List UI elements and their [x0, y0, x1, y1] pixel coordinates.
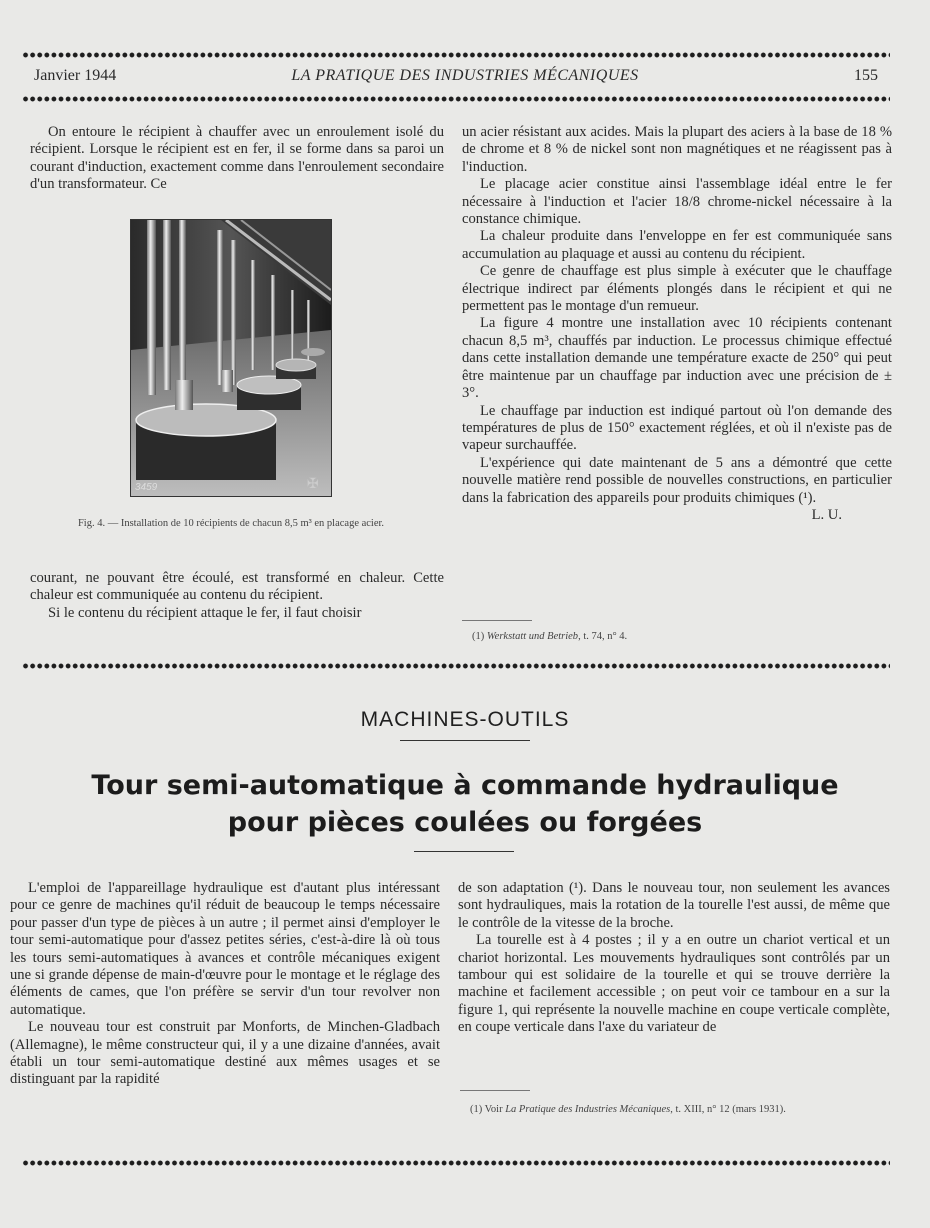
paragraph: de son adaptation (¹). Dans le nouveau tour, non seulement les avances sont hydrauliques, mais la rotation de la tourelle l'est aussi, de même que le contrôle de la vitesse de la broche.	[458, 880, 890, 931]
paragraph: courant, ne pouvant être écoulé, est transformé en chaleur. Cette chaleur est communiquée au contenu du récipient.	[30, 570, 444, 604]
footnote-source: Werkstatt und Betrieb	[486, 631, 579, 642]
header-top-dotted-rule	[22, 52, 890, 58]
section-dotted-rule	[22, 663, 890, 669]
paragraph: un acier résistant aux acides. Mais la plupart des aciers à la base de 18 % de chrome et 8 % de nickel sont non magnétiques et ne réagissent pas à l'induction.	[462, 124, 892, 175]
article-title-line-2: pour pièces coulées ou forgées	[227, 807, 703, 838]
bottom-right-column	[458, 880, 890, 1037]
header-page-number: 155	[854, 67, 878, 84]
top-left-column-continued	[30, 570, 444, 622]
footnote-reference: , t. 74, n° 4.	[578, 631, 628, 642]
paragraph: Le placage acier constitue ainsi l'assemblage idéal entre le fer nécessaire à l'induction et l'acier 18/8 chrome-nickel nécessaire à la constance chimique.	[462, 176, 892, 228]
title-underline-rule	[414, 851, 514, 852]
footnote-marker: (1) Voir	[470, 1104, 503, 1115]
paragraph: L'emploi de l'appareillage hydraulique est d'autant plus intéressant pour ce genre de machines qu'il réduit de beaucoup le temps nécessaire pour passer d'un type de pièces à un autre ; il permet ainsi d'employer le tour semi-automatique pour d'assez petites séries, c'est-à-dire là où tous les tours semi-automatiques à avances et contrôle mécaniques exigent une si grande dépense de main-d'œuvre pour le montage et le réglage des éléments de cames, que l'on préfère se servir d'un tour revolver non automatique.	[10, 880, 440, 1018]
header-bottom-dotted-rule	[22, 96, 890, 102]
top-right-column	[462, 124, 892, 524]
footnote-source: La Pratique des Industries Mécaniques	[505, 1104, 671, 1115]
figure-number-label: 3459	[135, 482, 158, 493]
bottom-left-column	[10, 880, 440, 1089]
top-footnote	[472, 630, 892, 643]
paragraph: Le nouveau tour est construit par Monforts, de Minchen-Gladbach (Allemagne), le même constructeur qui, il y a une dizaine d'années, avait établi un tour semi-automatique destiné aux mêmes usages et se distinguant par la rapidité	[10, 1019, 440, 1088]
bottom-footnote	[470, 1103, 892, 1116]
paragraph: Le chauffage par induction est indiqué partout où l'on demande des températures de plus de 150° exactement réglées, et où il n'existe pas de vapeur surchauffée.	[462, 402, 892, 454]
header-date: Janvier 1944	[34, 67, 117, 84]
header-journal-title: LA PRATIQUE DES INDUSTRIES MÉCANIQUES	[291, 67, 639, 84]
section-heading: MACHINES-OUTILS	[360, 708, 570, 731]
section-heading-rule	[400, 740, 530, 741]
paragraph: On entoure le récipient à chauffer avec un enroulement isolé du récipient. Lorsque le récipient est en fer, il se forme dans sa paroi un courant d'induction, exactement comme dans l'enroulement secondaire d'un transformateur. Ce	[30, 124, 444, 193]
footer-dotted-rule	[22, 1160, 890, 1166]
footnote-rule	[462, 620, 532, 621]
article-title-line-1: Tour semi-automatique à commande hydraulique	[91, 770, 839, 801]
paragraph: Ce genre de chauffage est plus simple à exécuter que le chauffage électrique indirect par éléments plongés dans le récipient et qui ne permettent pas le montage d'un remueur.	[462, 263, 892, 315]
footnote-rule	[460, 1090, 530, 1091]
paragraph: Si le contenu du récipient attaque le fer, il faut choisir	[48, 604, 362, 621]
photographer-mark-icon: ✠	[307, 476, 319, 492]
figure-4-caption: Fig. 4. — Installation de 10 récipients de chacun 8,5 m³ en placage acier.	[77, 518, 385, 529]
footnote-reference: , t. XIII, n° 12 (mars 1931).	[670, 1104, 786, 1115]
vessel-installation-illustration	[131, 220, 331, 496]
paragraph: La figure 4 montre une installation avec 10 récipients contenant chacun 8,5 m³, chauffés par induction. Le processus chimique effectué dans cette installation demande une température exacte de 250° qui peut être maintenue par un chauffage par induction avec une précision de ± 3°.	[462, 315, 892, 402]
paragraph: La chaleur produite dans l'enveloppe en fer est communiquée sans accumulation au plaquage et aussi au contenu du récipient.	[462, 228, 892, 262]
paragraph: La tourelle est à 4 postes ; il y a en outre un chariot vertical et un chariot horizontal. Les mouvements hydrauliques sont contrôlés par un tambour qui est solidaire de la tourelle et qui se trouve derrière la machine et facilement accessible ; on peut voir ce tambour en a sur la figure 1, qui représente la nouvelle machine en coupe verticale complète, en coupe verticale dans l'axe du variateur de	[458, 932, 890, 1036]
figure-4-photo	[130, 219, 332, 497]
paragraph: L'expérience qui date maintenant de 5 ans a démontré que cette nouvelle matière rend possible de nouvelles constructions, en particulier dans la fabrication des appareils pour produits chimiques (¹).	[462, 454, 892, 506]
article-signature: L. U.	[811, 506, 842, 523]
article-title	[0, 767, 930, 841]
top-left-column	[30, 124, 444, 194]
footnote-marker: (1)	[472, 631, 485, 642]
